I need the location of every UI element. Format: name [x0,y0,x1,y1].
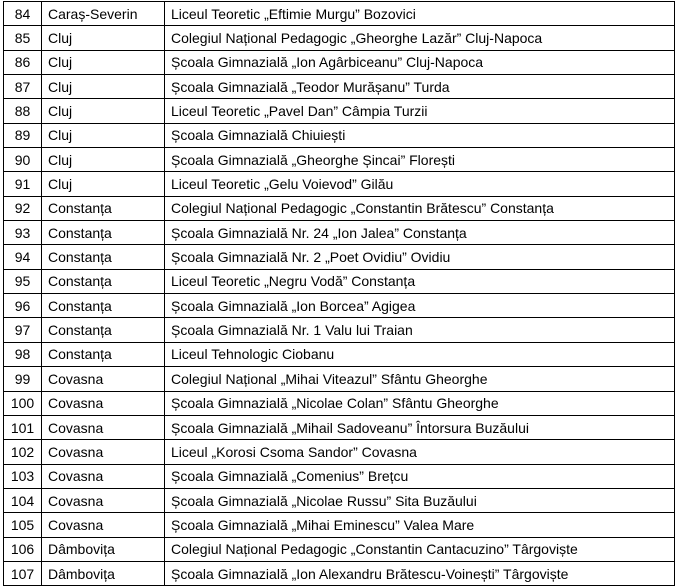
school-cell: Liceul Tehnologic Ciobanu [165,342,675,366]
county-cell: Constanța [42,221,165,245]
county-cell: Cluj [42,123,165,147]
county-cell: Constanța [42,269,165,293]
row-number: 105 [4,513,42,537]
county-cell: Cluj [42,26,165,50]
row-number: 96 [4,294,42,318]
county-cell: Cluj [42,148,165,172]
school-cell: Școala Gimnazială „Ion Agârbiceanu” Cluj-Napoca [165,50,675,74]
row-number: 106 [4,537,42,561]
table-row [4,415,675,439]
county-cell: Covasna [42,415,165,439]
county-cell: Covasna [42,440,165,464]
county-cell: Covasna [42,464,165,488]
county-cell: Cluj [42,75,165,99]
school-cell: Colegiul Național „Mihai Viteazul” Sfântu Gheorghe [165,367,675,391]
table-row [4,2,675,26]
county-cell: Dâmbovița [42,537,165,561]
county-cell: Constanța [42,342,165,366]
table-row [4,464,675,488]
school-cell: Liceul „Korosi Csoma Sandor” Covasna [165,440,675,464]
row-number: 92 [4,196,42,220]
table-row [4,75,675,99]
county-cell: Constanța [42,294,165,318]
school-cell: Școala Gimnazială „Teodor Murășanu” Turda [165,75,675,99]
county-cell: Covasna [42,391,165,415]
school-cell: Colegiul Național Pedagogic „Constantin Brătescu” Constanța [165,196,675,220]
school-cell: Școala Gimnazială „Comenius” Brețcu [165,464,675,488]
school-cell: Liceul Teoretic „Gelu Voievod” Gilău [165,172,675,196]
table-row [4,342,675,366]
schools-table [3,1,675,586]
county-cell: Cluj [42,50,165,74]
school-cell: Școala Gimnazială „Ion Borcea” Agigea [165,294,675,318]
table-row [4,148,675,172]
table-row [4,561,675,585]
school-cell: Școala Gimnazială „Mihai Eminescu” Valea Mare [165,513,675,537]
table-row [4,26,675,50]
school-cell: Școala Gimnazială „Nicolae Russu” Sita Buzăului [165,488,675,512]
school-cell: Școala Gimnazială „Mihail Sadoveanu” Întorsura Buzăului [165,415,675,439]
table-row [4,440,675,464]
row-number: 89 [4,123,42,147]
table-row [4,294,675,318]
table-row [4,269,675,293]
table-row [4,245,675,269]
row-number: 107 [4,561,42,585]
school-cell: Colegiul Național Pedagogic „Constantin Cantacuzino” Târgoviște [165,537,675,561]
row-number: 100 [4,391,42,415]
school-cell: Școala Gimnazială „Ion Alexandru Brătescu-Voinești” Târgoviște [165,561,675,585]
school-cell: Colegiul Național Pedagogic „Gheorghe Lazăr” Cluj-Napoca [165,26,675,50]
table-row [4,196,675,220]
county-cell: Cluj [42,99,165,123]
county-cell: Constanța [42,196,165,220]
table-row [4,318,675,342]
school-cell: Școala Gimnazială „Nicolae Colan” Sfântu Gheorghe [165,391,675,415]
school-cell: Școala Gimnazială Nr. 2 „Poet Ovidiu” Ovidiu [165,245,675,269]
school-cell: Liceul Teoretic „Negru Vodă” Constanța [165,269,675,293]
school-cell: Școala Gimnazială Nr. 24 „Ion Jalea” Constanța [165,221,675,245]
table-body [4,2,675,586]
row-number: 97 [4,318,42,342]
row-number: 87 [4,75,42,99]
row-number: 86 [4,50,42,74]
row-number: 85 [4,26,42,50]
row-number: 88 [4,99,42,123]
table-row [4,391,675,415]
school-cell: Școala Gimnazială Nr. 1 Valu lui Traian [165,318,675,342]
row-number: 95 [4,269,42,293]
row-number: 84 [4,2,42,26]
county-cell: Covasna [42,488,165,512]
table-row [4,50,675,74]
county-cell: Covasna [42,513,165,537]
table-row [4,537,675,561]
row-number: 99 [4,367,42,391]
row-number: 93 [4,221,42,245]
county-cell: Constanța [42,245,165,269]
row-number: 91 [4,172,42,196]
county-cell: Cluj [42,172,165,196]
table-row [4,172,675,196]
table-row [4,513,675,537]
county-cell: Covasna [42,367,165,391]
table-row [4,123,675,147]
school-cell: Școala Gimnazială Chiuiești [165,123,675,147]
table-row [4,367,675,391]
county-cell: Caraș-Severin [42,2,165,26]
county-cell: Dâmbovița [42,561,165,585]
table-row [4,488,675,512]
row-number: 101 [4,415,42,439]
row-number: 103 [4,464,42,488]
school-cell: Liceul Teoretic „Pavel Dan” Câmpia Turzii [165,99,675,123]
row-number: 94 [4,245,42,269]
row-number: 102 [4,440,42,464]
school-cell: Liceul Teoretic „Eftimie Murgu” Bozovici [165,2,675,26]
school-cell: Școala Gimnazială „Gheorghe Șincai” Florești [165,148,675,172]
row-number: 90 [4,148,42,172]
table-row [4,221,675,245]
county-cell: Constanța [42,318,165,342]
table-row [4,99,675,123]
row-number: 104 [4,488,42,512]
row-number: 98 [4,342,42,366]
